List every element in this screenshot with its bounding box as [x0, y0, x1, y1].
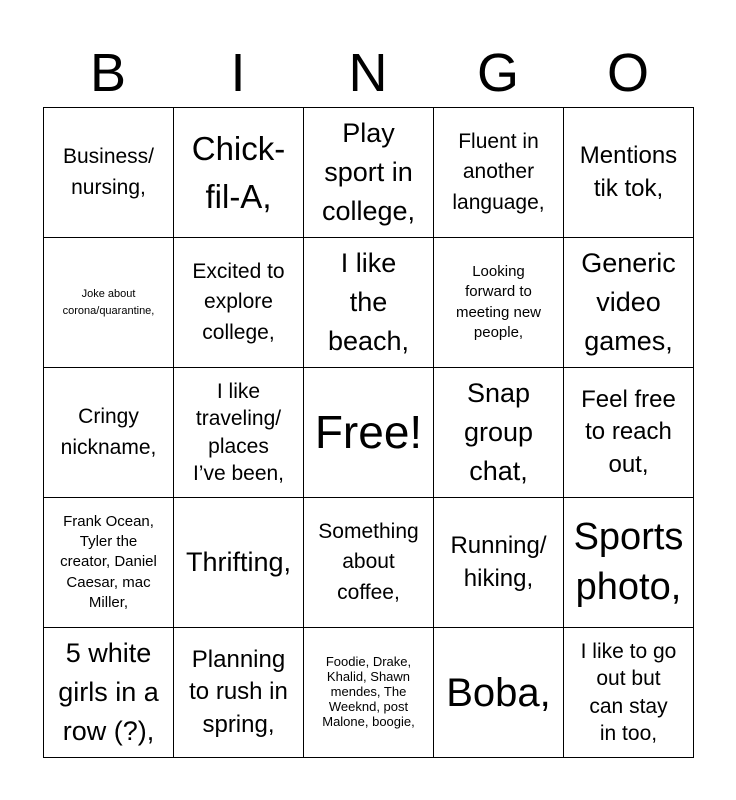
bingo-cell[interactable]: [434, 238, 564, 368]
bingo-cell[interactable]: [434, 368, 564, 498]
cell-text: Looking forward to meeting new people,: [455, 263, 542, 341]
cell-text: Business/ nursing,: [62, 145, 155, 199]
header-letter-i: I: [230, 43, 246, 103]
bingo-cell[interactable]: [44, 108, 174, 238]
bingo-cell[interactable]: [564, 108, 694, 238]
bingo-cell[interactable]: [44, 238, 174, 368]
cell-text: Running/ hiking,: [450, 532, 547, 592]
cell-text: Foodie, Drake, Khalid, Shawn mendes, The Weeknd, post Malone, boogie,: [322, 654, 415, 729]
bingo-cell[interactable]: [304, 238, 434, 368]
bingo-cell[interactable]: [44, 628, 174, 758]
bingo-header: [43, 38, 693, 108]
bingo-board: [43, 107, 694, 758]
cell-text: Boba,: [446, 670, 551, 715]
cell-text: I like to go out but can stay in too,: [580, 639, 677, 745]
bingo-cell[interactable]: [174, 368, 304, 498]
cell-text: Thrifting,: [185, 546, 292, 577]
cell-text: Joke about corona/quarantine,: [62, 288, 155, 317]
bingo-cell[interactable]: [564, 238, 694, 368]
bingo-cell[interactable]: [304, 628, 434, 758]
cell-text: Generic video games,: [581, 247, 676, 357]
cell-text: Excited to explore college,: [192, 259, 285, 344]
cell-text: Free!: [314, 405, 423, 458]
bingo-cell[interactable]: [174, 238, 304, 368]
bingo-cell[interactable]: [564, 628, 694, 758]
header-letter-b: B: [89, 43, 127, 103]
bingo-cell[interactable]: [174, 108, 304, 238]
bingo-cell[interactable]: [44, 368, 174, 498]
cell-text: Mentions tik tok,: [579, 142, 678, 202]
free-space[interactable]: [304, 368, 434, 498]
header-letter-g: G: [476, 43, 519, 103]
cell-text: Something about coffee,: [318, 519, 419, 604]
header-letter-n: N: [348, 43, 388, 103]
cell-text: 5 white girls in a row (?),: [58, 637, 159, 747]
bingo-cell[interactable]: [434, 628, 564, 758]
cell-text: Frank Ocean, Tyler the creator, Daniel Caesar, mac Miller,: [60, 512, 157, 611]
cell-text: Feel free to reach out,: [581, 385, 676, 478]
cell-text: Chick- fil-A,: [191, 129, 286, 215]
cell-text: Play sport in college,: [321, 117, 416, 227]
cell-text: Snap group chat,: [463, 377, 534, 487]
bingo-cell[interactable]: [434, 108, 564, 238]
bingo-cell[interactable]: [564, 368, 694, 498]
cell-text: Sports photo,: [573, 516, 684, 608]
cell-text: I like the beach,: [327, 247, 410, 357]
cell-text: Fluent in another language,: [452, 129, 545, 214]
cell-text: Planning to rush in spring,: [189, 645, 288, 738]
bingo-cell[interactable]: [304, 108, 434, 238]
bingo-cell[interactable]: [564, 498, 694, 628]
bingo-cell[interactable]: [44, 498, 174, 628]
bingo-cell[interactable]: [174, 628, 304, 758]
bingo-cell[interactable]: [304, 498, 434, 628]
header-letter-o: O: [606, 43, 649, 103]
cell-text: Cringy nickname,: [60, 405, 157, 459]
cell-text: I like traveling/ places I’ve been,: [192, 379, 285, 485]
bingo-cell[interactable]: [174, 498, 304, 628]
bingo-cell[interactable]: [434, 498, 564, 628]
